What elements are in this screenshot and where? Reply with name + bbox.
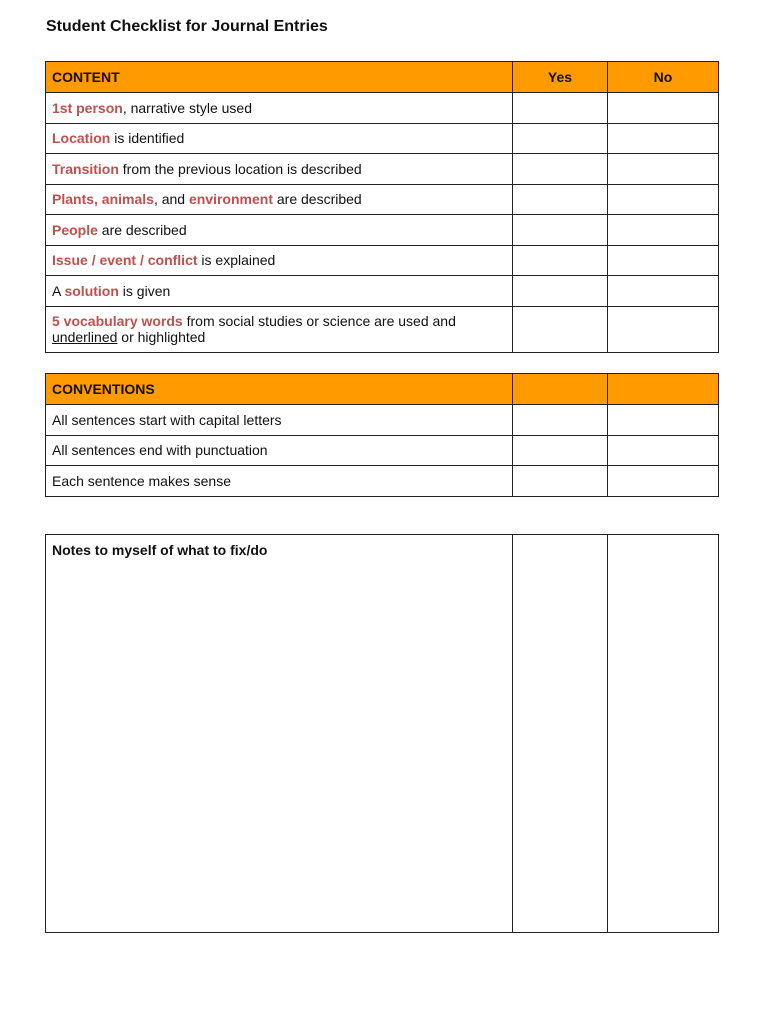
criterion-text: Transition from the previous location is described xyxy=(46,154,513,185)
no-header-blank xyxy=(608,374,719,405)
conventions-header: CONVENTIONS xyxy=(46,374,513,405)
yes-cell[interactable] xyxy=(513,184,608,215)
content-checklist-table xyxy=(45,61,719,353)
notes-table xyxy=(45,534,719,933)
table-header-row xyxy=(46,374,719,405)
no-cell[interactable] xyxy=(608,184,719,215)
table-row xyxy=(46,154,719,185)
no-cell[interactable] xyxy=(608,154,719,185)
no-cell[interactable] xyxy=(608,93,719,124)
table-row xyxy=(46,306,719,352)
table-row xyxy=(46,245,719,276)
notes-yes-cell[interactable] xyxy=(513,535,608,933)
table-row xyxy=(46,123,719,154)
yes-cell[interactable] xyxy=(513,435,608,466)
criterion-text: 5 vocabulary words from social studies or science are used and underlined or highlighted xyxy=(46,306,513,352)
content-header: CONTENT xyxy=(46,62,513,93)
table-row xyxy=(46,93,719,124)
conventions-checklist-table xyxy=(45,373,719,497)
table-row xyxy=(46,405,719,436)
yes-cell[interactable] xyxy=(513,306,608,352)
yes-cell[interactable] xyxy=(513,93,608,124)
yes-cell[interactable] xyxy=(513,123,608,154)
yes-cell[interactable] xyxy=(513,276,608,307)
criterion-text: All sentences start with capital letters xyxy=(46,405,513,436)
table-row xyxy=(46,276,719,307)
yes-cell[interactable] xyxy=(513,245,608,276)
yes-header: Yes xyxy=(513,62,608,93)
table-row xyxy=(46,435,719,466)
page-title: Student Checklist for Journal Entries xyxy=(46,18,328,35)
no-cell[interactable] xyxy=(608,245,719,276)
criterion-text: All sentences end with punctuation xyxy=(46,435,513,466)
criterion-text: A solution is given xyxy=(46,276,513,307)
no-cell[interactable] xyxy=(608,405,719,436)
yes-header-blank xyxy=(513,374,608,405)
notes-row xyxy=(46,535,719,933)
yes-cell[interactable] xyxy=(513,466,608,497)
table-header-row xyxy=(46,62,719,93)
no-cell[interactable] xyxy=(608,435,719,466)
no-header: No xyxy=(608,62,719,93)
no-cell[interactable] xyxy=(608,306,719,352)
criterion-text: Location is identified xyxy=(46,123,513,154)
no-cell[interactable] xyxy=(608,123,719,154)
criterion-text: 1st person, narrative style used xyxy=(46,93,513,124)
criterion-text: Plants, animals, and environment are described xyxy=(46,184,513,215)
table-row xyxy=(46,466,719,497)
notes-no-cell[interactable] xyxy=(608,535,719,933)
no-cell[interactable] xyxy=(608,215,719,246)
no-cell[interactable] xyxy=(608,466,719,497)
notes-label: Notes to myself of what to fix/do xyxy=(52,542,268,558)
notes-area[interactable] xyxy=(46,535,513,933)
table-row xyxy=(46,184,719,215)
no-cell[interactable] xyxy=(608,276,719,307)
criterion-text: Issue / event / conflict is explained xyxy=(46,245,513,276)
yes-cell[interactable] xyxy=(513,405,608,436)
yes-cell[interactable] xyxy=(513,154,608,185)
criterion-text: People are described xyxy=(46,215,513,246)
criterion-text: Each sentence makes sense xyxy=(46,466,513,497)
table-row xyxy=(46,215,719,246)
yes-cell[interactable] xyxy=(513,215,608,246)
